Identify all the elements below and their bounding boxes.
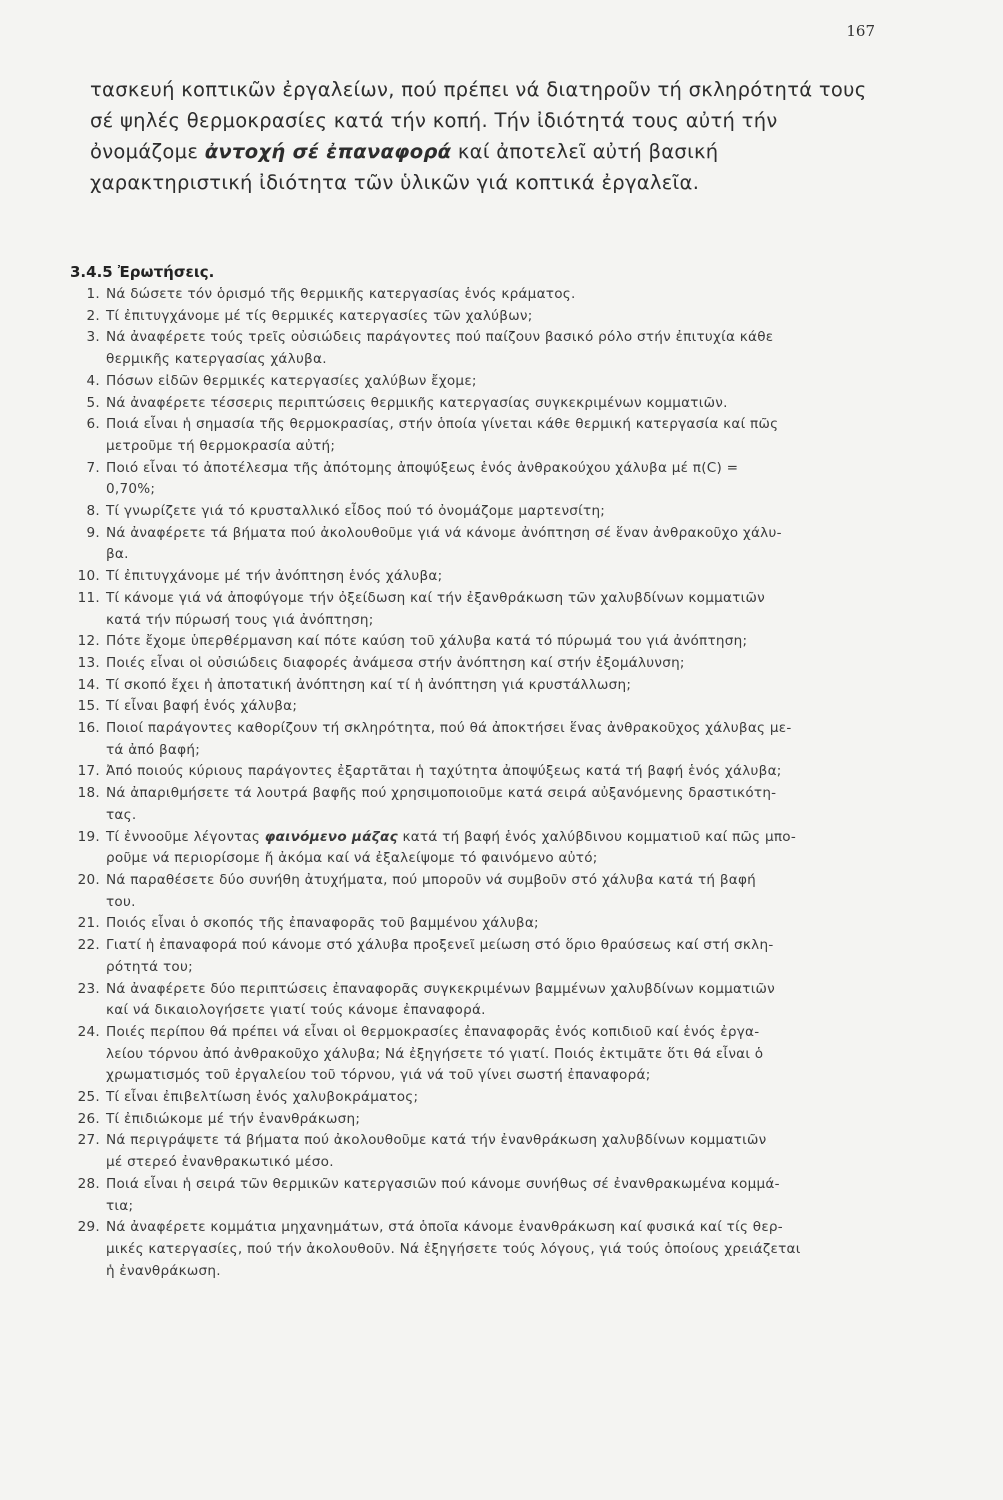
question-item <box>70 327 900 370</box>
question-line <box>106 827 900 849</box>
question-number: 16. <box>77 720 100 737</box>
question-line: Τί εἶναι ἐπιβελτίωση ἑνός χαλυβοκράματος; <box>106 1089 419 1106</box>
question-item <box>70 870 900 913</box>
question-number: 25. <box>77 1089 100 1106</box>
question-number: 2. <box>86 307 100 324</box>
question-line: λείου τόρνου ἀπό ἀνθρακοῦχο χάλυβα; Νά ἐξηγήσετε τό γιατί. Ποιός ἐκτιμᾶτε ὅτι θά εἶναι ὁ <box>106 1045 764 1062</box>
question-text: Τί ἐννοοῦμε λέγοντας <box>106 828 265 845</box>
question-line: μετροῦμε τή θερμοκρασία αὐτή; <box>106 437 336 454</box>
question-number: 13. <box>77 654 100 671</box>
question-line: βα. <box>106 546 129 563</box>
question-line: κατά τήν πύρωσή τους γιά ἀνόπτηση; <box>106 611 374 628</box>
question-line: Ἀπό ποιούς κύριους παράγοντες ἐξαρτᾶται ἡ ταχύτητα ἀποψύξεως κατά τή βαφή ἑνός χάλυβα; <box>106 763 782 780</box>
question-item <box>70 761 900 783</box>
question-line: Τί σκοπό ἔχει ἡ ἀποτατική ἀνόπτηση καί τί ἡ ἀνόπτηση γιά κρυστάλλωση; <box>106 676 632 693</box>
question-line: Τί ἐπιτυγχάνομε μέ τίς θερμικές κατεργασίες τῶν χαλύβων; <box>106 307 533 324</box>
question-number: 21. <box>77 915 100 932</box>
question-line: καί νά δικαιολογήσετε γιατί τούς κάνομε ἐπαναφορά. <box>106 1002 486 1019</box>
question-number: 19. <box>77 828 100 845</box>
question-line: Γιατί ἡ ἐπαναφορά πού κάνομε στό χάλυβα προξενεῖ μείωση στό ὅριο θραύσεως καί στή σκλη- <box>106 937 774 954</box>
question-number: 5. <box>86 394 100 411</box>
question-number: 17. <box>77 763 100 780</box>
question-number: 12. <box>77 633 100 650</box>
question-number: 27. <box>77 1132 100 1149</box>
question-item <box>70 371 900 393</box>
question-item <box>70 393 900 415</box>
question-line: Νά ἀναφέρετε τέσσερις περιπτώσεις θερμικῆς κατεργασίας συγκεκριμένων κομματιῶν. <box>106 394 728 411</box>
question-item <box>70 1087 900 1109</box>
question-line: Ποιά εἶναι ἡ σειρά τῶν θερμικῶν κατεργασιῶν πού κάνομε συνήθως σέ ἐνανθρακωμένα κομμά- <box>106 1175 780 1192</box>
question-line: Νά παραθέσετε δύο συνήθη ἀτυχήματα, πού μποροῦν νά συμβοῦν στό χάλυβα κατά τή βαφή <box>106 871 757 888</box>
question-item <box>70 588 900 631</box>
question-item <box>70 783 900 826</box>
question-item <box>70 675 900 697</box>
question-item <box>70 696 900 718</box>
question-line: ἡ ἐνανθράκωση. <box>106 1262 221 1279</box>
question-line: 0,70%; <box>106 481 156 498</box>
question-line: τας. <box>106 806 137 823</box>
question-item <box>70 501 900 523</box>
question-number: 23. <box>77 980 100 997</box>
question-item <box>70 935 900 978</box>
question-line: Ποιές περίπου θά πρέπει νά εἶναι οἱ θερμοκρασίες ἐπαναφορᾶς ἑνός κοπιδιοῦ καί ἑνός ἐργα- <box>106 1023 760 1040</box>
question-line: Τί γνωρίζετε γιά τό κρυσταλλικό εἶδος πού τό ὀνομάζομε μαρτενσίτη; <box>106 503 606 520</box>
section-heading: 3.4.5 Ἐρωτήσεις. <box>70 263 215 281</box>
question-line: Νά περιγράψετε τά βήματα πού ἀκολουθοῦμε κατά τήν ἐνανθράκωση χαλυβδίνων κομματιῶν <box>106 1132 767 1149</box>
question-line: Ποιές εἶναι οἱ οὐσιώδεις διαφορές ἀνάμεσα στήν ἀνόπτηση καί στήν ἐξομάλυνση; <box>106 654 685 671</box>
question-emphasis: φαινόμενο μάζας <box>264 828 398 845</box>
question-item <box>70 827 900 870</box>
question-item <box>70 631 900 653</box>
question-line: ρότητά του; <box>106 958 193 975</box>
question-line: Τί εἶναι βαφή ἑνός χάλυβα; <box>106 698 298 715</box>
question-number: 18. <box>77 785 100 802</box>
question-line: θερμικῆς κατεργασίας χάλυβα. <box>106 351 327 368</box>
question-item <box>70 414 900 457</box>
question-item <box>70 1022 900 1087</box>
question-item <box>70 653 900 675</box>
question-line: Ποιό εἶναι τό ἀποτέλεσμα τῆς ἀπότομης ἀποψύξεως ἑνός ἀνθρακούχου χάλυβα μέ π(C) = <box>106 459 739 476</box>
question-item <box>70 1174 900 1217</box>
question-item <box>70 1217 900 1282</box>
question-item <box>70 979 900 1022</box>
question-number: 9. <box>86 524 100 541</box>
question-number: 26. <box>77 1110 100 1127</box>
question-line: Νά δώσετε τόν ὁρισμό τῆς θερμικῆς κατεργασίας ἑνός κράματος. <box>106 286 576 302</box>
intro-paragraph <box>90 74 880 198</box>
question-number: 15. <box>77 698 100 715</box>
question-line: ροῦμε νά περιορίσομε ἤ ἀκόμα καί νά ἐξαλείψομε τό φαινόμενο αὐτό; <box>106 850 598 867</box>
intro-emphasis: ἀντοχή σέ ἐπαναφορά <box>204 140 452 163</box>
question-line: χρωματισμός τοῦ ἐργαλείου τοῦ τόρνου, γιά νά τοῦ γίνει σωστή ἐπαναφορά; <box>106 1067 651 1084</box>
question-item <box>70 566 900 588</box>
question-line: μέ στερεό ἐνανθρακωτικό μέσο. <box>106 1154 334 1171</box>
question-line: του. <box>106 893 136 910</box>
question-line: Ποιοί παράγοντες καθορίζουν τή σκληρότητα, πού θά ἀποκτήσει ἕνας ἀνθρακοῦχος χάλυβας με- <box>106 720 792 737</box>
question-line: Νά ἀναφέρετε κομμάτια μηχανημάτων, στά ὁποῖα κάνομε ἐνανθράκωση καί φυσικά καί τίς θερ- <box>106 1219 783 1236</box>
question-line: τά ἀπό βαφή; <box>106 741 201 758</box>
question-number: 28. <box>77 1175 100 1192</box>
question-number: 3. <box>86 329 100 346</box>
question-item <box>70 1109 900 1131</box>
question-line: Τί κάνομε γιά νά ἀποφύγομε τήν ὀξείδωση καί τήν ἐξανθράκωση τῶν χαλυβδίνων κομματιῶν <box>106 589 765 606</box>
question-line: Τί ἐπιδιώκομε μέ τήν ἐνανθράκωση; <box>106 1110 361 1127</box>
question-line: Ποιά εἶναι ἡ σημασία τῆς θερμοκρασίας, στήν ὁποία γίνεται κάθε θερμική κατεργασία καί πῶς <box>106 416 779 433</box>
question-line: μικές κατεργασίες, πού τήν ἀκολουθοῦν. Νά ἐξηγήσετε τούς λόγους, γιά τούς ὁποίους χρειάζεται <box>106 1240 801 1257</box>
question-number: 8. <box>86 503 100 520</box>
question-text: κατά τή βαφή ἑνός χαλύβδινου κομματιοῦ καί πῶς μπο- <box>397 828 797 845</box>
question-item <box>70 458 900 501</box>
question-number: 7. <box>86 459 100 476</box>
questions-list <box>70 284 900 1282</box>
question-item <box>70 718 900 761</box>
question-line: Νά ἀναφέρετε τούς τρεῖς οὐσιώδεις παράγοντες πού παίζουν βασικό ρόλο στήν ἐπιτυχία κάθε <box>106 329 774 346</box>
page-number: 167 <box>846 22 875 40</box>
question-item <box>70 284 900 306</box>
question-item <box>70 306 900 328</box>
question-number: 6. <box>86 416 100 433</box>
question-line: Νά ἀναφέρετε τά βήματα πού ἀκολουθοῦμε γιά νά κάνομε ἀνόπτηση σέ ἕναν ἀνθρακοῦχο χάλυ- <box>106 524 782 541</box>
intro-text-part1: τασκευή κοπτικῶν ἐργαλείων, πού πρέπει νά διατηροῦν τή σκληρότητά τους σέ ψηλές θερμοκρασίες κατά τήν κοπή. Τήν ἰδιότητά τους αὐτή τήν ὀνομάζομε <box>90 78 867 163</box>
question-number: 10. <box>77 568 100 585</box>
question-line: Νά ἀπαριθμήσετε τά λουτρά βαφῆς πού χρησιμοποιοῦμε κατά σειρά αὐξανόμενης δραστικότη- <box>106 785 777 802</box>
question-number: 1. <box>86 286 100 302</box>
question-number: 29. <box>77 1219 100 1236</box>
question-number: 22. <box>77 937 100 954</box>
question-number: 14. <box>77 676 100 693</box>
question-number: 11. <box>77 589 100 606</box>
intro-text-part2: καί ἀποτελεῖ αὐτή βασική χαρακτηριστική ἰδιότητα τῶν ὑλικῶν γιά κοπτικά ἐργαλεῖα. <box>90 140 719 194</box>
question-line: Ποιός εἶναι ὁ σκοπός τῆς ἐπαναφορᾶς τοῦ βαμμένου χάλυβα; <box>106 915 539 932</box>
question-line: τια; <box>106 1197 134 1214</box>
question-item <box>70 523 900 566</box>
question-line: Νά ἀναφέρετε δύο περιπτώσεις ἐπαναφορᾶς συγκεκριμένων βαμμένων χαλυβδίνων κομματιῶν <box>106 980 776 997</box>
question-number: 24. <box>77 1023 100 1040</box>
question-number: 4. <box>86 372 100 389</box>
question-line: Πόσων εἰδῶν θερμικές κατεργασίες χαλύβων ἔχομε; <box>106 372 477 389</box>
question-number: 20. <box>77 871 100 888</box>
question-item <box>70 1130 900 1173</box>
question-item <box>70 913 900 935</box>
question-line: Πότε ἔχομε ὑπερθέρμανση καί πότε καύση τοῦ χάλυβα κατά τό πύρωμά του γιά ἀνόπτηση; <box>106 633 748 650</box>
question-line: Τί ἐπιτυγχάνομε μέ τήν ἀνόπτηση ἑνός χάλυβα; <box>106 568 443 585</box>
